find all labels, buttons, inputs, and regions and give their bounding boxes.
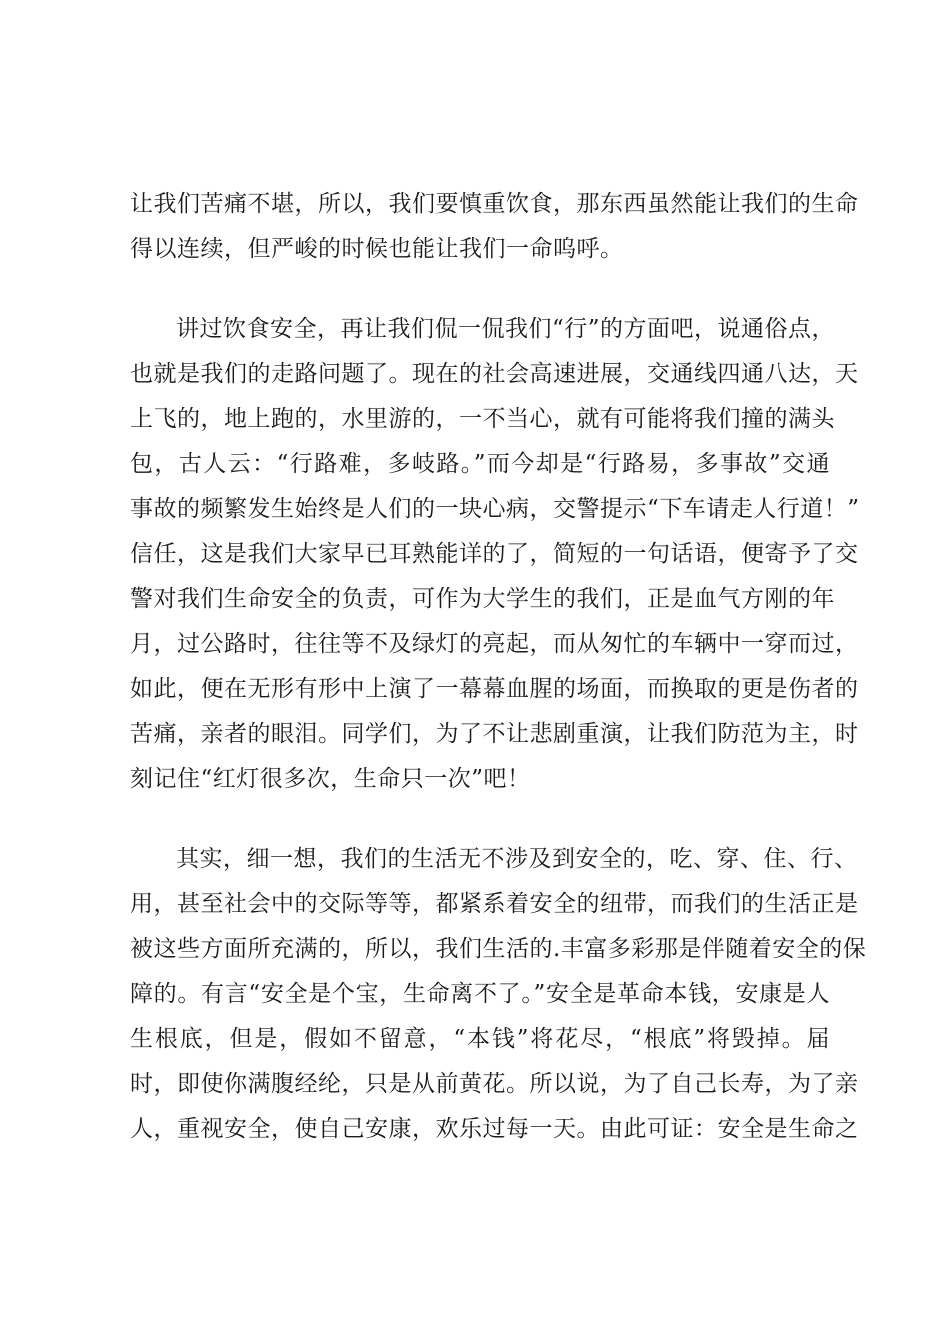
- paragraph-1: [130, 182, 859, 272]
- text-line: 如此，便在无形有形中上演了一幕幕血腥的场面，而换取的更是伤者的: [130, 676, 859, 702]
- text-line: 被这些方面所充满的，所以，我们生活的.丰富多彩那是伴随着安全的保: [130, 936, 867, 962]
- text-line: 人，重视安全，使自己安康，欢乐过每一天。由此可证：安全是生命之: [130, 1116, 859, 1142]
- document-body: [130, 182, 867, 1152]
- text-line: 月，过公路时，往往等不及绿灯的亮起，而从匆忙的车辆中一穿而过，: [130, 631, 859, 657]
- text-line: 其实，细一想，我们的生活无不涉及到安全的，吃、穿、住、行、: [176, 846, 858, 872]
- text-line: 障的。有言“安全是个宝，生命离不了。”安全是革命本钱，安康是人: [130, 981, 830, 1007]
- paragraph-2: [130, 307, 860, 802]
- paragraph-spacing: [130, 802, 830, 837]
- text-line: 让我们苦痛不堪，所以，我们要慎重饮食，那东西虽然能让我们的生命: [130, 191, 859, 217]
- text-line: 也就是我们的走路问题了。现在的社会高速进展，交通线四通八达，天: [130, 361, 859, 387]
- text-line: 讲过饮食安全，再让我们侃一侃我们“行”的方面吧，说通俗点，: [176, 316, 836, 342]
- text-line: 时，即使你满腹经纶，只是从前黄花。所以说，为了自己长寿，为了亲: [130, 1071, 859, 1097]
- text-line: 事故的频繁发生始终是人们的一块心病，交警提示“下车请走人行道！”: [130, 496, 860, 522]
- text-line: 苦痛，亲者的眼泪。同学们，为了不让悲剧重演，让我们防范为主，时: [130, 721, 859, 747]
- text-line: 警对我们生命安全的负责，可作为大学生的我们，正是血气方刚的年: [130, 586, 835, 612]
- paragraph-3: [130, 837, 867, 1152]
- text-line: 包，古人云：“行路难，多岐路。”而今却是“行路易，多事故”交通: [130, 451, 830, 477]
- text-line: 刻记住“红灯很多次，生命只一次”吧！: [130, 766, 531, 792]
- text-line: 信任，这是我们大家早已耳熟能详的了，简短的一句话语，便寄予了交: [130, 541, 859, 567]
- paragraph-spacing: [130, 272, 830, 307]
- text-line: 得以连续，但严峻的时候也能让我们一命呜呼。: [130, 236, 624, 262]
- text-line: 用，甚至社会中的交际等等，都紧系着安全的纽带，而我们的生活正是: [130, 891, 859, 917]
- text-line: 生根底，但是，假如不留意，“本钱”将花尽，“根底”将毁掉。届: [130, 1026, 830, 1052]
- text-line: 上飞的，地上跑的，水里游的，一不当心，就有可能将我们撞的满头: [130, 406, 835, 432]
